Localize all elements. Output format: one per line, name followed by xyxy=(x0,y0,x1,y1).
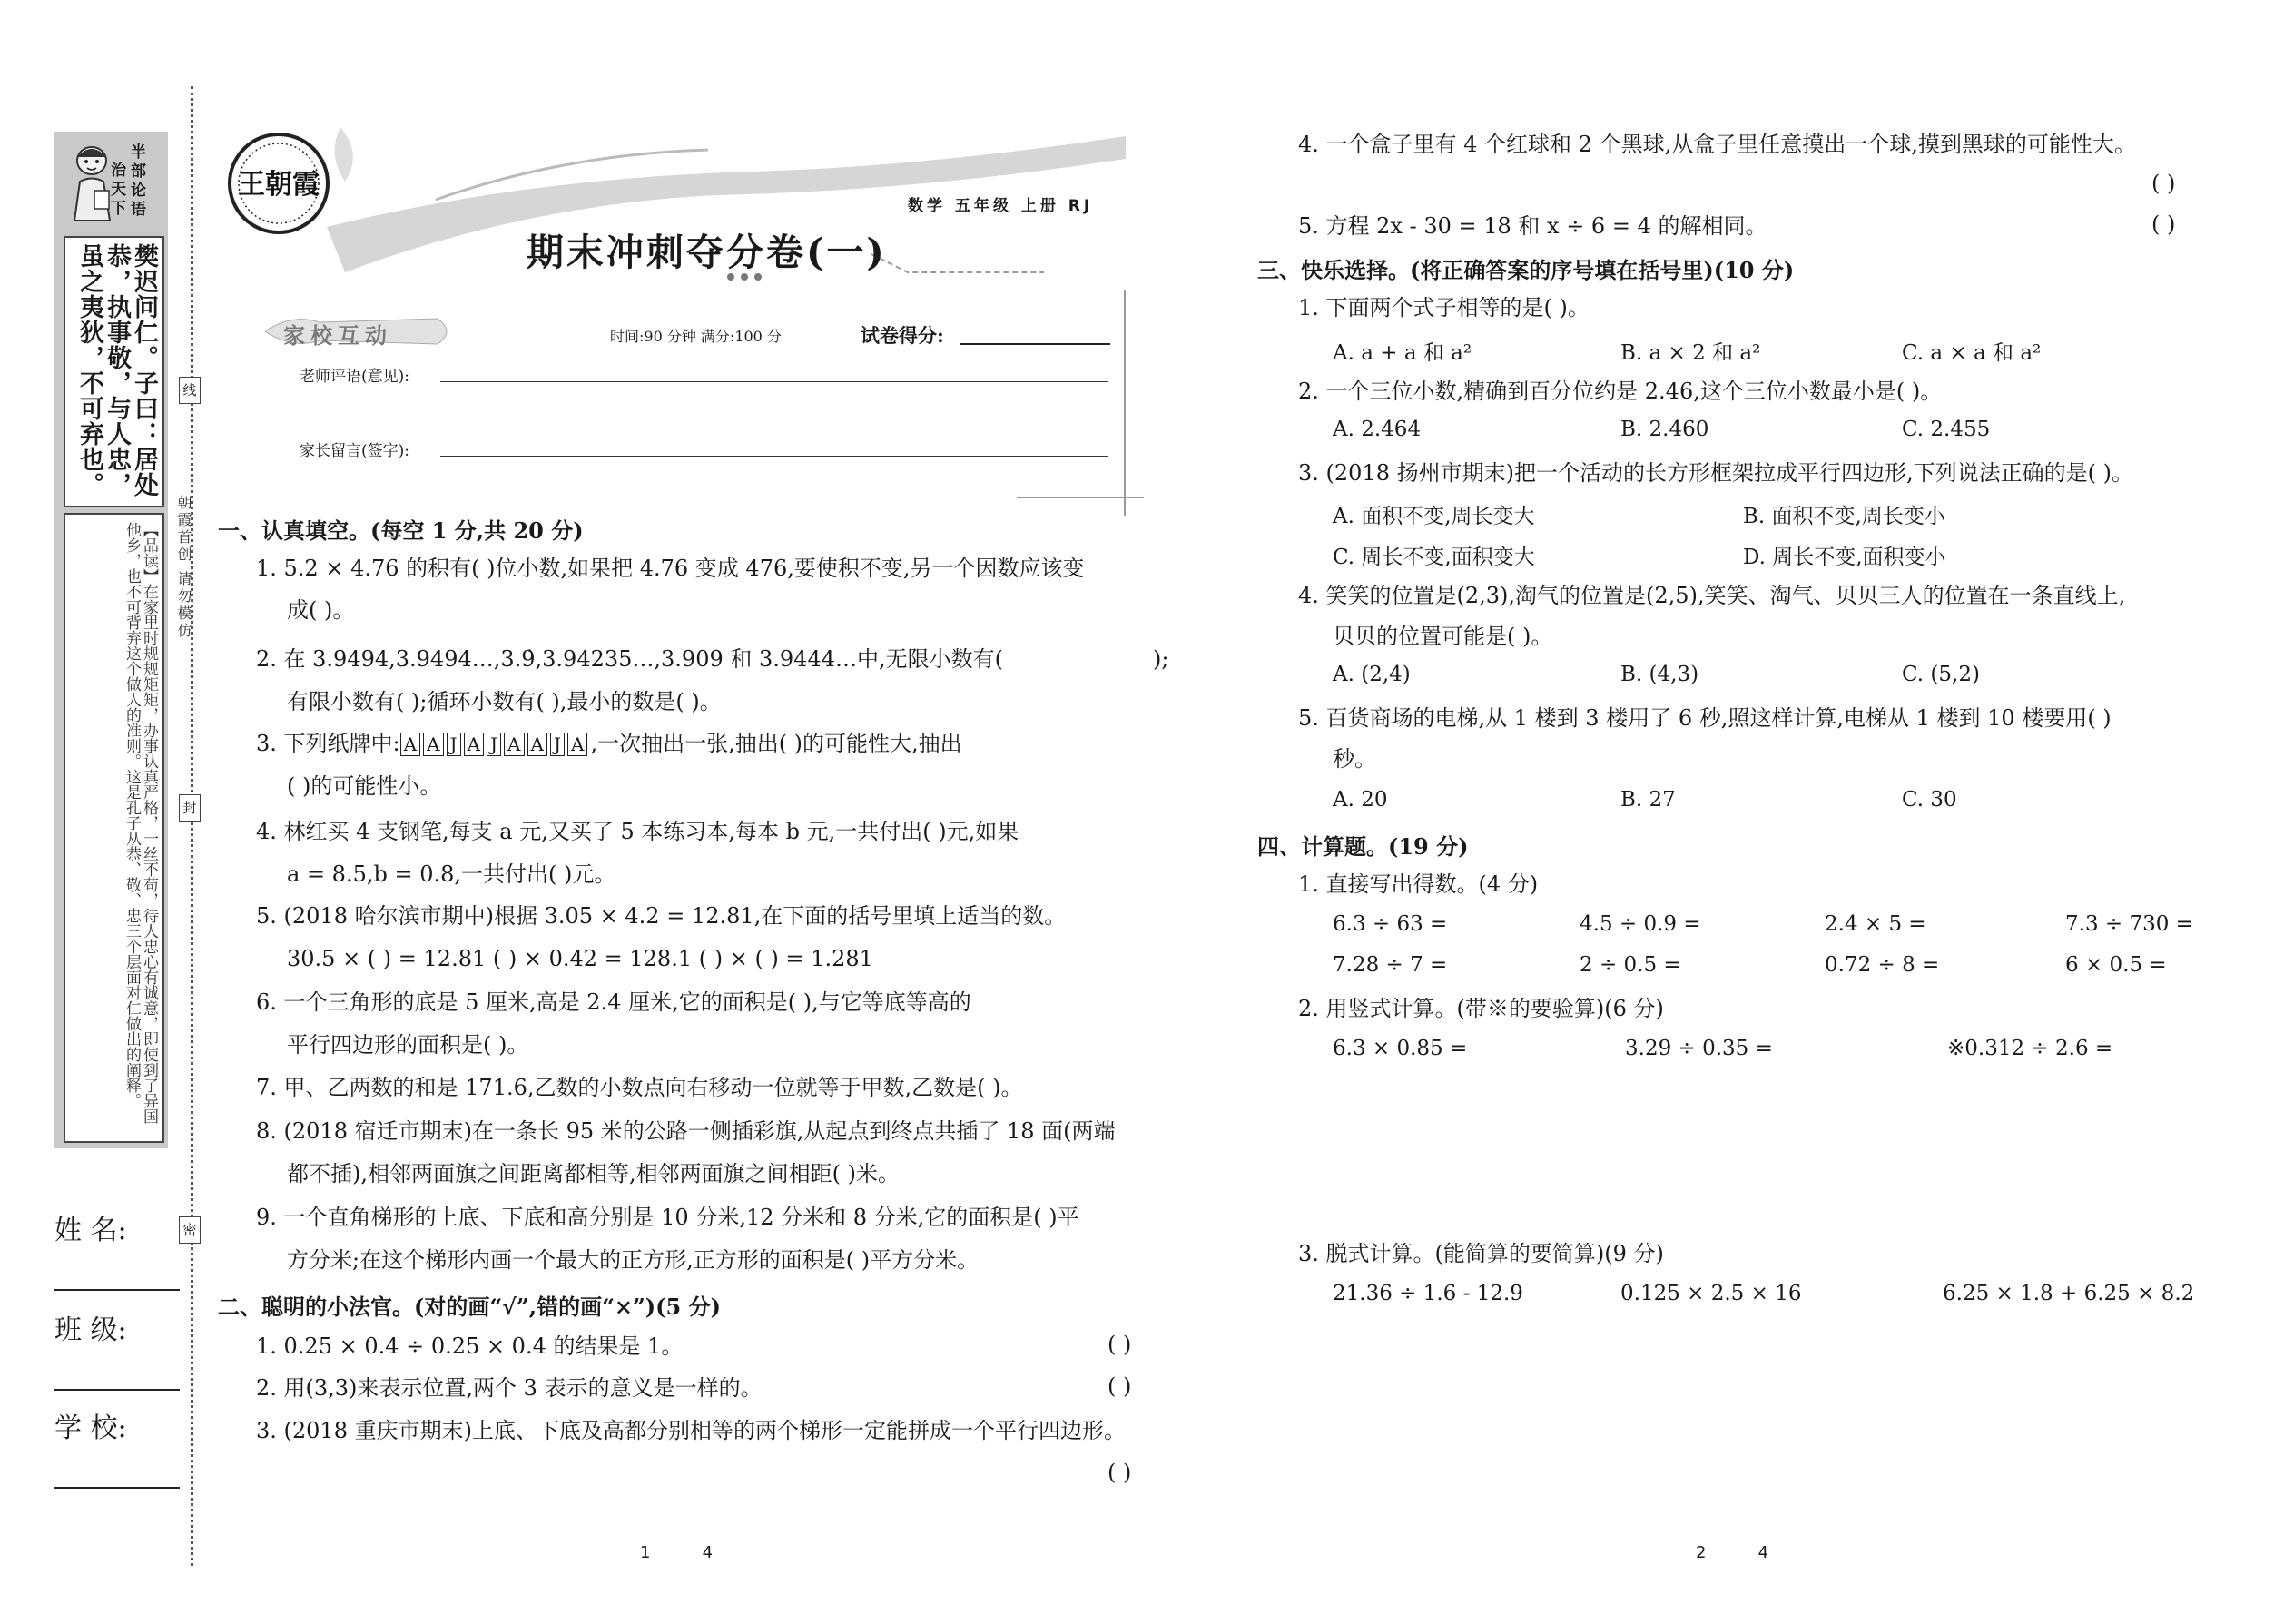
judge-q1-answer[interactable]: ( ) xyxy=(1108,1332,1132,1357)
oral-calc-item: 0.72 ÷ 8 = xyxy=(1825,953,1940,977)
score-field[interactable] xyxy=(960,343,1110,345)
vertical-calc-item: 3.29 ÷ 0.35 = xyxy=(1625,1037,1773,1060)
oral-calc-item: 4.5 ÷ 0.9 = xyxy=(1580,912,1701,936)
fill-q4-line1: 4. 林红买 4 支钢笔,每支 a 元,又买了 5 本练习本,每本 b 元,一共付出( )元,如果 xyxy=(256,819,1019,844)
series-name: 半部论语 xyxy=(127,143,145,220)
choice-q1-option-a[interactable]: A. a + a 和 a² xyxy=(1333,341,1472,365)
judge-q5: 5. 方程 2x - 30 = 18 和 x ÷ 6 = 4 的解相同。 xyxy=(1298,213,1767,239)
teacher-comment-field[interactable] xyxy=(440,381,1108,382)
choice-q1-option-c[interactable]: C. a × a 和 a² xyxy=(1902,341,2042,365)
paper-title: 期末冲刺夺分卷(一) xyxy=(527,231,887,274)
exam-meta: 时间:90 分钟 满分:100 分 xyxy=(610,328,782,345)
analects-quote: 樊迟问仁。子曰：居处恭，执事敬，与人忠，虽之夷狄，不可弃也。 xyxy=(75,243,158,497)
choice-q4-line1: 4. 笑笑的位置是(2,3),淘气的位置是(2,5),笑笑、淘气、贝贝三人的位置在一条直线上, xyxy=(1298,583,2126,608)
stepwise-calc-item: 6.25 × 1.8 + 6.25 × 8.2 xyxy=(1943,1282,2195,1305)
choice-q1: 1. 下面两个式子相等的是( )。 xyxy=(1298,295,1590,320)
card: J xyxy=(550,733,565,756)
choice-q5-option-a[interactable]: A. 20 xyxy=(1333,788,1388,812)
judge-q3-answer[interactable]: ( ) xyxy=(1108,1460,1132,1485)
fill-q9-line2: 方分米;在这个梯形内画一个最大的正方形,正方形的面积是( )平方分米。 xyxy=(287,1247,980,1273)
choice-q3-option-c[interactable]: C. 周长不变,面积变大 xyxy=(1333,546,1535,569)
card: A xyxy=(400,733,420,756)
card: A xyxy=(527,733,547,756)
oral-calc-item: 2.4 × 5 = xyxy=(1825,912,1926,936)
fill-q9-line1: 9. 一个直角梯形的上底、下底和高分别是 10 分米,12 分米和 8 分米,它的面积是( )平 xyxy=(256,1205,1079,1230)
judge-q4: 4. 一个盒子里有 4 个红球和 2 个黑球,从盒子里任意摸出一个球,摸到黑球的可能性大。 xyxy=(1298,132,2136,157)
svg-text:王朝霞: 王朝霞 xyxy=(238,169,320,201)
fill-q8-line1: 8. (2018 宿迁市期末)在一条长 95 米的公路一侧插彩旗,从起点到终点共插了 18 面(两端 xyxy=(256,1118,1116,1144)
choice-q5-line2: 秒。 xyxy=(1333,746,1376,772)
school-label: 学 校: xyxy=(54,1412,127,1444)
fill-q1-line1: 1. 5.2 × 4.76 的积有( )位小数,如果把 4.76 变成 476,要使积不变,另一个因数应该变 xyxy=(256,556,1085,581)
parent-message-field[interactable] xyxy=(440,456,1108,457)
choice-q2-option-a[interactable]: A. 2.464 xyxy=(1333,418,1422,441)
fill-q3-line2: ( )的可能性小。 xyxy=(287,773,442,799)
judge-q3: 3. (2018 重庆市期末)上底、下底及高都分别相等的两个梯形一定能拼成一个平行四边形。 xyxy=(256,1418,1126,1443)
fill-q4-line2: a = 8.5,b = 0.8,一共付出( )元。 xyxy=(287,861,616,887)
card: A xyxy=(423,733,443,756)
choice-q5-option-b[interactable]: B. 27 xyxy=(1620,788,1676,812)
choice-q2-option-c[interactable]: C. 2.455 xyxy=(1902,418,1991,441)
frame-line xyxy=(1017,497,1144,498)
fill-q3-suffix: ,一次抽出一张,抽出( )的可能性大,抽出 xyxy=(590,731,962,756)
choice-q4-option-c[interactable]: C. (5,2) xyxy=(1902,663,1980,686)
cut-mark-line: 线 xyxy=(179,377,201,404)
section-1-heading: 一、认真填空。(每空 1 分,共 20 分) xyxy=(218,517,584,544)
series-name-line2: 治天下 xyxy=(107,162,125,219)
card: A xyxy=(567,733,587,756)
fill-q2-line1: 2. 在 3.9494,3.9494…,3.9̇,3.94235…,3.909 和 3.9444…中,无限小数有( xyxy=(256,646,1003,672)
choice-q2-option-b[interactable]: B. 2.460 xyxy=(1620,418,1709,441)
fill-q7: 7. 甲、乙两数的和是 171.6,乙数的小数点向右移动一位就等于甲数,乙数是( )。 xyxy=(256,1075,1023,1100)
choice-q4-option-a[interactable]: A. (2,4) xyxy=(1333,663,1411,686)
class-label: 班 级: xyxy=(54,1314,127,1346)
name-field[interactable] xyxy=(54,1289,180,1291)
vertical-calc-item: ※0.312 ÷ 2.6 = xyxy=(1947,1037,2113,1060)
section-2-heading: 二、聪明的小法官。(对的画“√”,错的画“×”)(5 分) xyxy=(218,1294,721,1320)
calc-q3: 3. 脱式计算。(能简算的要简算)(9 分) xyxy=(1298,1241,1664,1266)
fill-q3-prefix: 3. 下列纸牌中: xyxy=(256,731,400,756)
card: A xyxy=(464,733,484,756)
judge-q5-answer[interactable]: ( ) xyxy=(2151,212,2176,237)
fill-q2-line1-end: ); xyxy=(1153,646,1169,672)
oral-calc-item: 2 ÷ 0.5 = xyxy=(1580,953,1681,977)
choice-q4-line2: 贝贝的位置可能是( )。 xyxy=(1333,624,1553,649)
page-number-left: 1 4 xyxy=(640,1543,714,1562)
cut-mark-secret: 密 xyxy=(179,1216,201,1244)
fill-q5-line2: 30.5 × ( ) = 12.81 ( ) × 0.42 = 128.1 ( ) × ( ) = 1.281 xyxy=(287,946,873,971)
frame-line xyxy=(1124,290,1126,516)
parent-message-label: 家长留言(签字): xyxy=(300,442,409,460)
calc-q2: 2. 用竖式计算。(带※的要验算)(6 分) xyxy=(1298,996,1664,1021)
copyright-note: 朝霞首创 请勿模仿 xyxy=(175,495,192,641)
choice-q4-option-b[interactable]: B. (4,3) xyxy=(1620,663,1699,686)
section-3-heading: 三、快乐选择。(将正确答案的序号填在括号里)(10 分) xyxy=(1257,257,1795,283)
card: J xyxy=(447,733,461,756)
judge-q4-answer[interactable]: ( ) xyxy=(2151,171,2176,196)
name-label: 姓 名: xyxy=(54,1215,127,1246)
fill-q1-line2: 成( )。 xyxy=(287,597,355,623)
judge-q2-answer[interactable]: ( ) xyxy=(1108,1373,1132,1399)
fill-q5-line1: 5. (2018 哈尔滨市期中)根据 3.05 × 4.2 = 12.81,在下面的括号里填上适当的数。 xyxy=(256,903,1067,929)
section-4-heading: 四、计算题。(19 分) xyxy=(1257,833,1469,860)
reading-commentary: 【品读】在家里时规规矩矩，办事认真严格，一丝不苟，待人忠心有诚意，即使到了异国他乡，也不可背弃这个做人的准则。这是孔子从恭、敬、忠三个层面对仁做出的阐释。 xyxy=(123,522,158,1124)
choice-q2: 2. 一个三位小数,精确到百分位约是 2.46,这个三位小数最小是( )。 xyxy=(1298,379,1943,404)
score-label: 试卷得分: xyxy=(861,324,944,347)
subject-bar: 数学 五年级 上册 RJ xyxy=(908,197,1094,215)
brand-logo xyxy=(227,132,331,236)
page-number-right: 2 4 xyxy=(1696,1543,1769,1562)
oral-calc-item: 6.3 ÷ 63 = xyxy=(1333,912,1448,936)
choice-q1-option-b[interactable]: B. a × 2 和 a² xyxy=(1620,341,1761,365)
school-field[interactable] xyxy=(54,1487,180,1489)
calc-q1: 1. 直接写出得数。(4 分) xyxy=(1298,871,1539,897)
oral-calc-item: 6 × 0.5 = xyxy=(2065,953,2167,977)
choice-q3-option-a[interactable]: A. 面积不变,周长变大 xyxy=(1333,505,1535,528)
cut-line xyxy=(191,86,193,1566)
stepwise-calc-item: 21.36 ÷ 1.6 - 12.9 xyxy=(1333,1282,1523,1305)
choice-q3: 3. (2018 扬州市期末)把一个活动的长方形框架拉成平行四边形,下列说法正确的是( )。 xyxy=(1298,460,2133,486)
home-school-badge xyxy=(265,313,460,349)
stepwise-calc-item: 0.125 × 2.5 × 16 xyxy=(1620,1282,1802,1305)
vertical-calc-item: 6.3 × 0.85 = xyxy=(1333,1037,1468,1060)
fill-q8-line2: 都不插),相邻两面旗之间距离都相等,相邻两面旗之间相距( )米。 xyxy=(287,1161,900,1186)
card: A xyxy=(504,733,524,756)
fill-q6-line1: 6. 一个三角形的底是 5 厘米,高是 2.4 厘米,它的面积是( ),与它等底等高的 xyxy=(256,989,971,1015)
oral-calc-item: 7.3 ÷ 730 = xyxy=(2065,912,2193,936)
judge-q1: 1. 0.25 × 0.4 ÷ 0.25 × 0.4 的结果是 1。 xyxy=(256,1334,684,1359)
card: J xyxy=(487,733,501,756)
judge-q2: 2. 用(3,3)来表示位置,两个 3 表示的意义是一样的。 xyxy=(256,1375,763,1401)
choice-q5-line1: 5. 百货商场的电梯,从 1 楼到 3 楼用了 6 秒,照这样计算,电梯从 1 楼到 10 楼要用( ) xyxy=(1298,705,2112,731)
teacher-comment-label: 老师评语(意见): xyxy=(300,368,409,386)
class-field[interactable] xyxy=(54,1389,180,1391)
home-school-label: 家校互动 xyxy=(283,323,392,349)
choice-q3-option-d[interactable]: D. 周长不变,面积变小 xyxy=(1743,546,1946,569)
choice-q5-option-c[interactable]: C. 30 xyxy=(1902,788,1957,812)
playing-cards xyxy=(400,731,591,756)
cut-mark-seal: 封 xyxy=(179,794,201,822)
decorative-ribbon xyxy=(327,118,1126,313)
fill-q6-line2: 平行四边形的面积是( )。 xyxy=(287,1032,529,1058)
oral-calc-item: 7.28 ÷ 7 = xyxy=(1333,953,1448,977)
fill-q3-line1 xyxy=(256,729,962,758)
fill-q2-line2: 有限小数有( );循环小数有( ),最小的数是( )。 xyxy=(287,689,722,714)
choice-q3-option-b[interactable]: B. 面积不变,周长变小 xyxy=(1743,505,1945,528)
